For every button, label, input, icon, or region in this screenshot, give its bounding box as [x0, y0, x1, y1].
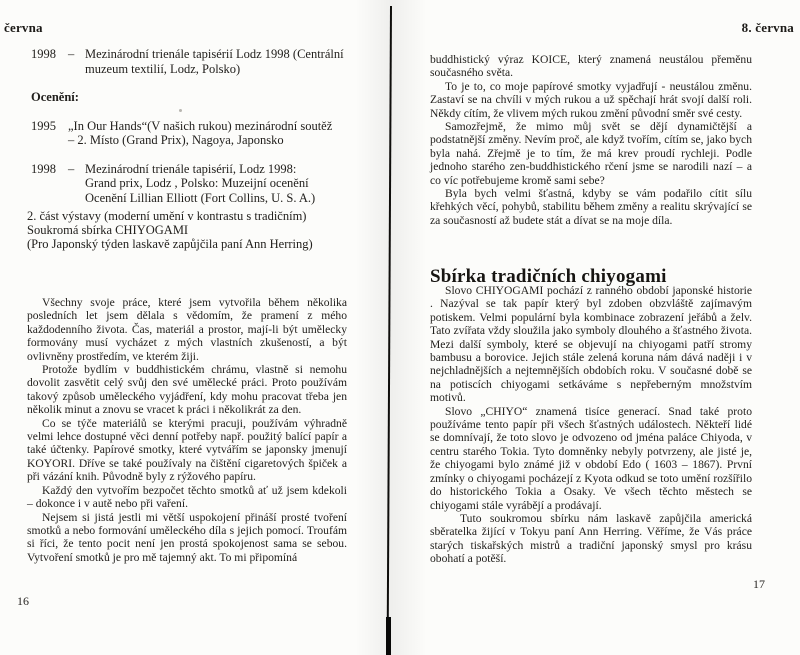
- award-lines: [68, 119, 365, 148]
- exhibition-item: [31, 47, 365, 76]
- right-body-text-top: [430, 53, 752, 227]
- left-page: [0, 0, 390, 655]
- body-paragraph: Byla bych velmi šťastná, kdyby se vám podařilo cítit sílu křehkých věcí, pohybů, stabilitu během změny a realitu skrývající se za současností až budete stát a dívat se na moje díla.: [430, 187, 752, 227]
- awards-heading: Ocenění:: [31, 90, 79, 104]
- award-line: Ocenění Lillian Elliott (Fort Collins, U. S. A.): [85, 190, 316, 205]
- exhibition-dash: –: [68, 47, 75, 61]
- body-paragraph: Tuto soukromou sbírku nám laskavě zapůjčila americká sběratelka žijící v Tokyu paní Ann Herring. Věříme, že Vás práce starých tiskařských mistrů a tradiční japonský smysl pro krásu obohatí a potěší.: [430, 511, 752, 566]
- body-paragraph: To je to, co moje papírové smotky vyjadřují - neustálou změnu. Zastaví se na chvíli v mých rukou a už spěchají hrát svojí další roli. Někdy cítím, že vlivem mých rukou změní původní směr své cesty.: [430, 79, 752, 120]
- left-page-number: 16: [17, 594, 29, 608]
- body-paragraph: Slovo CHIYOGAMI pochází z ranného období japonské historie . Nazýval se tak papír který byl zdoben obzvláště zajímavým potiskem. Velmi populární byla kombinace zobrazení jeřábů a želv. Tato zvířata vždy sloužila jako symboly dlouhého a šťastného života. Mezi další symboly, které se objevují na chiyogami patří stromy bambusu a borovice. Jejich stále zelená koruna nám dává naději i v nejchladnějších a nejtemnějších obdobích roku. V současné době se na potiscích chiyogami setkáváme s nepřeberným množstvím motivů.: [430, 284, 752, 405]
- body-paragraph: Slovo „CHIYO“ znamená tisíce generací. Snad také proto používáme tento papír při všech šťastných událostech. Někteří lidé se domnívají, že toto slovo je odvozeno od jména paláce Chiyoda, v centru starého Tokia. Tyto domněnky nebyly potvrzeny, ale jisté je, že chiyogami bylo známé již v období Edo ( 1603 – 1867). První zmínky o chiyogami pocházejí z Kyota odkud se toto umění rozšířilo do historického Tokia a Osaky. Ve všech těchto městech se chiyogami stále vyrábějí a prodávají.: [430, 404, 752, 512]
- exhibition-note-line: 2. část výstavy (moderní umění v kontrastu s tradičním): [27, 209, 307, 223]
- exhibition-year: 1998: [31, 47, 56, 61]
- section-heading: Sbírka tradičních chiyogami: [430, 265, 667, 287]
- body-paragraph: Nejsem si jistá jestli mi větší uspokojení přináší prosté tvoření smotků a nebo formování uměleckého díla s jejich pomocí. Troufám si říci, že tento pocit není jen prostá spokojenost sama se sebou. Vytvoření smotků je pro mě tajemný akt. To mi připomíná: [27, 510, 347, 564]
- award-item: [31, 119, 365, 148]
- body-paragraph: Protože bydlím v buddhistickém chrámu, vlastně si nemohu dovolit zasvětit celý svůj den své umělecké práci. Proto používám takový způsob uměleckého vyjádření, kdy mohu pracovat třeba jen několik minut a znovu se vracet k práci i několikrát za den.: [27, 363, 347, 417]
- award-year: 1995: [31, 118, 56, 133]
- body-paragraph: buddhistický výraz KOICE, který znamená neustálou přeměnu současného světa.: [430, 53, 752, 80]
- right-page: [393, 0, 800, 655]
- award-dash: –: [68, 161, 75, 176]
- book-binding-bottom: [386, 617, 391, 655]
- award-line: – 2. Místo (Grand Prix), Nagoya, Japonsko: [68, 133, 284, 147]
- award-line: Mezinárodní trienále tapisérií, Lodz 1998:: [85, 161, 297, 176]
- award-lines: [85, 162, 365, 206]
- award-year: 1998: [31, 161, 56, 176]
- body-paragraph: Samozřejmě, že mimo můj svět se dějí dynamičtější a podstatnější změny. Nevím proč, ale když tvořím, cítím se, jako bych byla nahá. Zřejmě je to tím, že má krev proudí rychleji. Podle jednoho starého zen-buddhistického rčení jsme se narodili nazí – a co víc potřebujeme kromě sami sebe?: [430, 120, 752, 187]
- body-paragraph: Všechny svoje práce, které jsem vytvořila během několika posledních let jsem dělala s vědomím, že pramení z mého každodenního života. Čas, materiál a prostor, mají-li být umělecky formovány musí vycházet z mých vlastních zkušeností, a být ovlivněny prostředím, ve kterém žiji.: [27, 296, 347, 363]
- right-page-number: 17: [753, 577, 765, 591]
- left-body-text: [27, 296, 347, 564]
- right-body-text-bottom: [430, 284, 752, 566]
- left-running-head: června: [4, 20, 43, 35]
- exhibition-note: [27, 209, 367, 251]
- scan-speck: [179, 109, 182, 112]
- exhibitions-awards-list: [31, 47, 365, 219]
- award-line: „In Our Hands“(V našich rukou) mezinárodní soutěž: [68, 118, 333, 133]
- award-line: Grand prix, Lodz , Polsko: Muzeijní ocenění: [85, 176, 309, 190]
- exhibition-line: Mezinárodní trienále tapisérií Lodz 1998 (Centrální: [85, 47, 344, 61]
- exhibition-note-line: (Pro Japonský týden laskavě zapůjčila paní Ann Herring): [27, 237, 313, 251]
- right-running-head: 8. června: [741, 20, 794, 35]
- award-item: [31, 162, 365, 206]
- body-paragraph: Každý den vytvořím bezpočet těchto smotků ať už jsem kdekoli – dokonce i v autě nebo při vaření.: [27, 483, 347, 511]
- exhibition-lines: [85, 47, 365, 76]
- body-paragraph: Co se týče materiálů se kterými pracuji, používám výhradně velmi lehce dostupné věci denní potřeby např. použitý balící papír a také účtenky. Papírové smotky, které vytvářím se japonsky jmenují KOYORI. Dříve se také používaly na čištění cigaretových špiček a při vázání knih. Původně byly z rýžového papíru.: [27, 416, 347, 484]
- exhibition-note-line: Soukromá sbírka CHIYOGAMI: [27, 223, 189, 237]
- exhibition-line: muzeum textilií, Lodz, Polsko): [85, 61, 241, 76]
